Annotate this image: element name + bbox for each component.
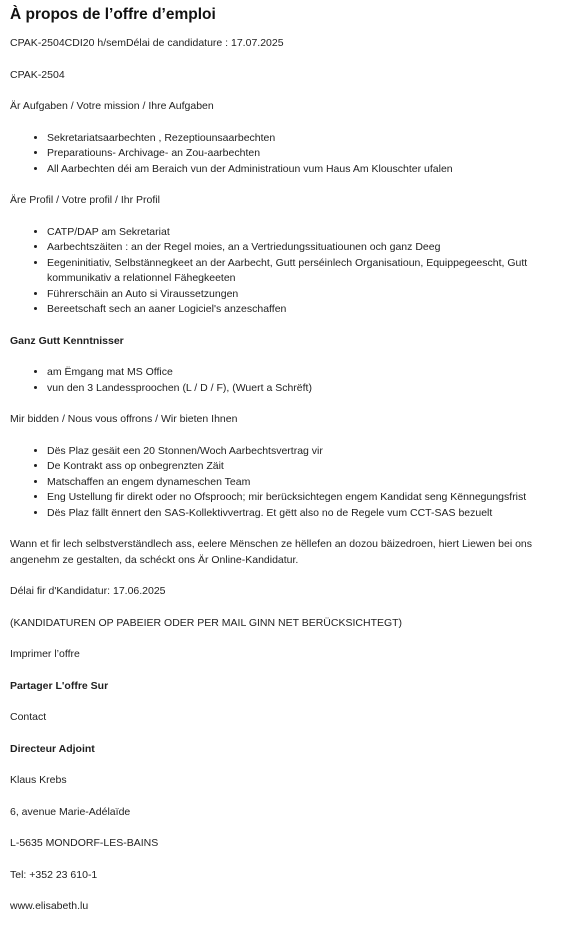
list-item: • Aarbechtszäiten : an der Regel moies, an a Vertriedungssituatiounen och ganz Deeg xyxy=(47,240,578,256)
list-item: • CATP/DAP am Sekretariat xyxy=(47,225,578,241)
offer-list xyxy=(10,444,578,522)
list-item: • Dës Plaz fällt ënnert den SAS-Kollektivvertrag. Et gëtt also no de Regele vum CCT-SAS bezuelt xyxy=(47,506,578,522)
list-item: • Eng Ustellung fir direkt oder no Ofsprooch; mir berücksichtegen engem Kandidat seng Kënnegungsfrist xyxy=(47,490,578,506)
list-item: • Führerschäin an Auto si Viraussetzungen xyxy=(47,287,578,303)
job-reference: CPAK-2504 xyxy=(10,68,65,81)
contact-role: Directeur Adjoint xyxy=(10,742,95,755)
offer-heading: Mir bidden / Nous vous offrons / Wir bieten Ihnen xyxy=(10,413,238,425)
contact-phone: Tel: +352 23 610-1 xyxy=(10,868,98,881)
mission-list xyxy=(10,131,578,178)
list-item: • Sekretariatsaarbechten , Rezeptiounsaarbechten xyxy=(47,131,578,147)
contact-name: Klaus Krebs xyxy=(10,774,67,786)
closing-text: Wann et fir lech selbstverständlech ass, eelere Mënschen ze hëllefen an dozou bäizedroen, hiert Liewen bei ons angenehm ze gestalten, da schéckt ons Är Online-Kandidatur. xyxy=(10,538,533,566)
knowledge-list xyxy=(10,365,578,396)
list-item: • Eegeninitiativ, Selbstännegkeet an der Aarbecht, Gutt perséinlech Organisatioun, Equippegeescht, Gutt kommunikativ a relationnel Fähegkeeten xyxy=(47,256,578,287)
list-item: • Dës Plaz gesäit een 20 Stonnen/Woch Aarbechtsvertrag vir xyxy=(47,444,578,460)
share-heading: Partager L'offre Sur xyxy=(10,679,109,692)
list-item: • Bereetschaft sech an aaner Logiciel's anzeschaffen xyxy=(47,302,578,318)
application-notice: (KANDIDATUREN OP PABEIER ODER PER MAIL GINN NET BERÜCKSICHTEGT) xyxy=(10,616,403,629)
list-item: • vun den 3 Landessproochen (L / D / F), (Wuert a Schrëft) xyxy=(47,381,578,397)
address-city: L-5635 MONDORF-LES-BAINS xyxy=(10,837,159,849)
list-item: • Preparatiouns- Archivage- an Zou-aarbechten xyxy=(47,146,578,162)
list-item: • Matschaffen an engem dynameschen Team xyxy=(47,475,578,491)
application-deadline: Délai fir d'Kandidatur: 17.06.2025 xyxy=(10,585,166,597)
address-street: 6, avenue Marie-Adélaïde xyxy=(10,805,131,818)
list-item: • De Kontrakt ass op onbegrenzten Zäit xyxy=(47,459,578,475)
website-link[interactable]: www.elisabeth.lu xyxy=(10,900,89,912)
job-meta-line: CPAK-2504CDI20 h/semDélai de candidature : 17.07.2025 xyxy=(10,37,284,49)
profile-heading: Äre Profil / Votre profil / Ihr Profil xyxy=(10,194,160,206)
contact-label: Contact xyxy=(10,711,47,723)
mission-heading: Är Aufgaben / Votre mission / Ihre Aufgaben xyxy=(10,100,214,112)
knowledge-heading: Ganz Gutt Kenntnisser xyxy=(10,334,124,347)
list-item: • am Ëmgang mat MS Office xyxy=(47,365,578,381)
page-title: À propos de l’offre d’emploi xyxy=(10,6,216,23)
print-offer-link[interactable]: Imprimer l’offre xyxy=(10,648,80,660)
profile-list xyxy=(10,225,578,318)
list-item: • All Aarbechten déi am Beraich vun der Administratioun vum Haus Am Klouschter ufalen xyxy=(47,162,578,178)
